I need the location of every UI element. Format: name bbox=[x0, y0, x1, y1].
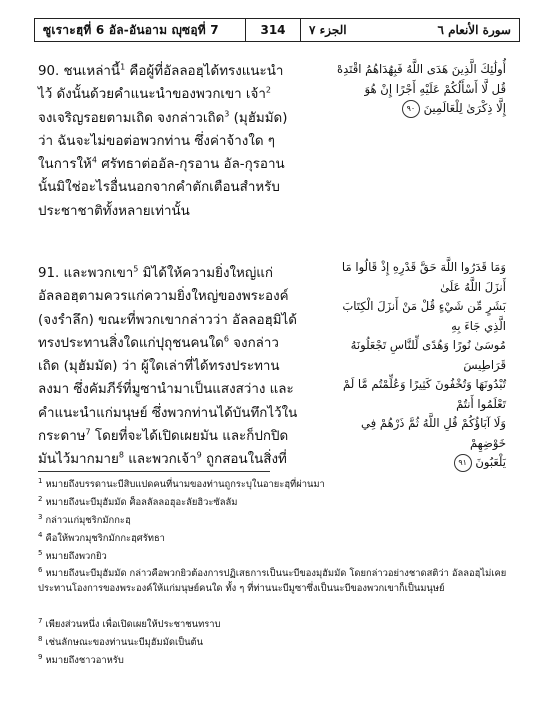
footnote-ref: 3 bbox=[224, 109, 230, 119]
ayah-number-marker: ٩١ bbox=[454, 454, 472, 472]
footnote: $^7$ เพียงส่วนหนึ่ง เพื่อเปิดเผยให้ประชาชนทราบ bbox=[38, 616, 221, 630]
footnote: $^9$ หมายถึงชาวอาหรับ bbox=[38, 652, 124, 666]
footnote: $^8$ เช่นลักษณะของท่านนะบีมุฮัมมัดเป็นต้น bbox=[38, 634, 204, 648]
footnote-ref: 7 bbox=[85, 427, 91, 437]
verse-91-translation: 91. และพวกเขา$^5$ มิได้ให้ความยิ่งใหญ่แก่ อัลลอฮฺตามควรแก่ความยิ่งใหญ่ของพระองค์ (จงรำลึก) ขณะที่พวกเขากล่าวว่า อัลลอฮฺมิได้ ทรงประทานสิ่งใดแก่ปุถุชนคนใด$^6$ จงกล่าว เถิด (มุฮัมมัด) ว่า ผู้ใดเล่าที่ได้ทรงประทาน ลงมา ซึ่งคัมภีร์ที่มูซานำมาเป็นแสงสว่าง และ คำแนะนำแก่มนุษย์ ซึ่งพวกท่านได้บันทึกไว้ใน กระดาษ$^7$ โดยที่จะได้เปิดเผยมัน และก็ปกปิด มันไว้มากมาย$^8$ และพวกเจ้า$^9$ ถูกสอนในสิ่งที่ bbox=[38, 264, 298, 468]
footnote-ref: 4 bbox=[91, 155, 97, 165]
footnote-ref: 1 bbox=[120, 62, 126, 72]
verse-91-arabic: وَمَا قَدَرُوا اللَّهَ حَقَّ قَدْرِهِ إِذْ قَالُوا مَا أَنزَلَ اللَّهُ عَلَىٰ بَشَرٍ مِّن شَيْءٍ قُلْ مَنْ أَنزَلَ الْكِتَابَ الَّذِي جَاءَ بِهِ مُوسَىٰ نُورًا وَهُدًى لِّلنَّاسِ تَجْعَلُونَهُ قَرَاطِيسَ تُبْدُونَهَا وَتُخْفُونَ كَثِيرًا وَعُلِّمْتُم مَّا لَمْ تَعْلَمُوا أَنتُمْ وَلَا آبَاؤُكُمْ قُلِ اللَّهُ ثُمَّ ذَرْهُمْ فِي خَوْضِهِمْ يَلْعَبُونَ ٩١ bbox=[326, 258, 506, 473]
arabic-surah-label: سورة الأنعام ٦ bbox=[437, 23, 511, 37]
footnote-ref: 2 bbox=[265, 85, 271, 95]
footnote: $^4$ คือให้พวกมุชริกมักกะฮฺศรัทธา bbox=[38, 530, 165, 544]
ayah-number-marker: ٩٠ bbox=[402, 100, 420, 118]
footnote-divider bbox=[38, 471, 270, 472]
verse-90-translation: 90. ชนเหล่านี้$^1$ คือผู้ที่อัลลอฮฺได้ทรงแนะนำ ไว้ ดังนั้นด้วยคำแนะนำของพวกเขา เจ้า$^2$ จงเจริญรอยตามเถิด จงกล่าวเถิด$^3$ (มุฮัมมัด) ว่า ฉันจะไม่ขอต่อพวกท่าน ซึ่งค่าจ้างใด ๆ ในการให้$^4$ ศรัทธาต่ออัล-กุรอาน อัล-กุรอาน นั้นมิใช่อะไรอื่นนอกจากคำตักเตือนสำหรับ ประชาชาติทั้งหลายเท่านั้น bbox=[38, 62, 288, 219]
verse-90-arabic: أُولَٰئِكَ الَّذِينَ هَدَى اللَّهُ فَبِهُدَاهُمُ اقْتَدِهْ قُل لَّا أَسْأَلُكُمْ عَلَيْهِ أَجْرًا إِنْ هُوَ إِلَّا ذِكْرَىٰ لِلْعَالَمِينَ ٩٠ bbox=[326, 60, 506, 119]
footnote: $^6$ หมายถึงนะบีมุฮัมมัด กล่าวคือพวกยิวต้องการปฏิเสธการเป็นนะบีของมุฮัมมัด โดยกล่าวอย่างชาดสติว่า อัลลอฮฺไม่เคยประทานโองการของพระองค์ให้แก่มนุษย์คนใด ทั้ง ๆ ที่ท่านนะบีมูซาซึ่งเป็นนะบีของพวกเขาก็เป็นมนุษย์ bbox=[38, 565, 507, 594]
footnote: $^5$ หมายถึงพวกยิว bbox=[38, 548, 107, 562]
footnote-ref: 8 bbox=[118, 450, 124, 460]
footnote-ref: 5 bbox=[133, 264, 139, 274]
footnote-ref: 6 bbox=[223, 334, 229, 344]
page-header bbox=[34, 18, 520, 42]
thai-running-title: ซูเราะฮฺที่ 6 อัล-อันอาม ญุซอฺที่ 7 bbox=[43, 22, 219, 37]
footnote-ref: 9 bbox=[196, 450, 202, 460]
footnote: $^3$ กล่าวแก่มุชริกมักกะฮฺ bbox=[38, 512, 131, 526]
arabic-juz-label: الجزء ٧ bbox=[309, 23, 347, 37]
page-number: 314 bbox=[245, 19, 301, 41]
footnote: $^2$ หมายถึงนะบีมุฮัมมัด ศ็อลลัลลอฮุอะลัยฮิวะซัลลัม bbox=[38, 494, 238, 508]
arabic-running-title bbox=[301, 23, 519, 37]
footnote: $^1$ หมายถึงบรรดานะบีสิบแปดคนที่นามของท่านถูกระบุในอายะฮฺที่ผ่านมา bbox=[38, 476, 325, 490]
